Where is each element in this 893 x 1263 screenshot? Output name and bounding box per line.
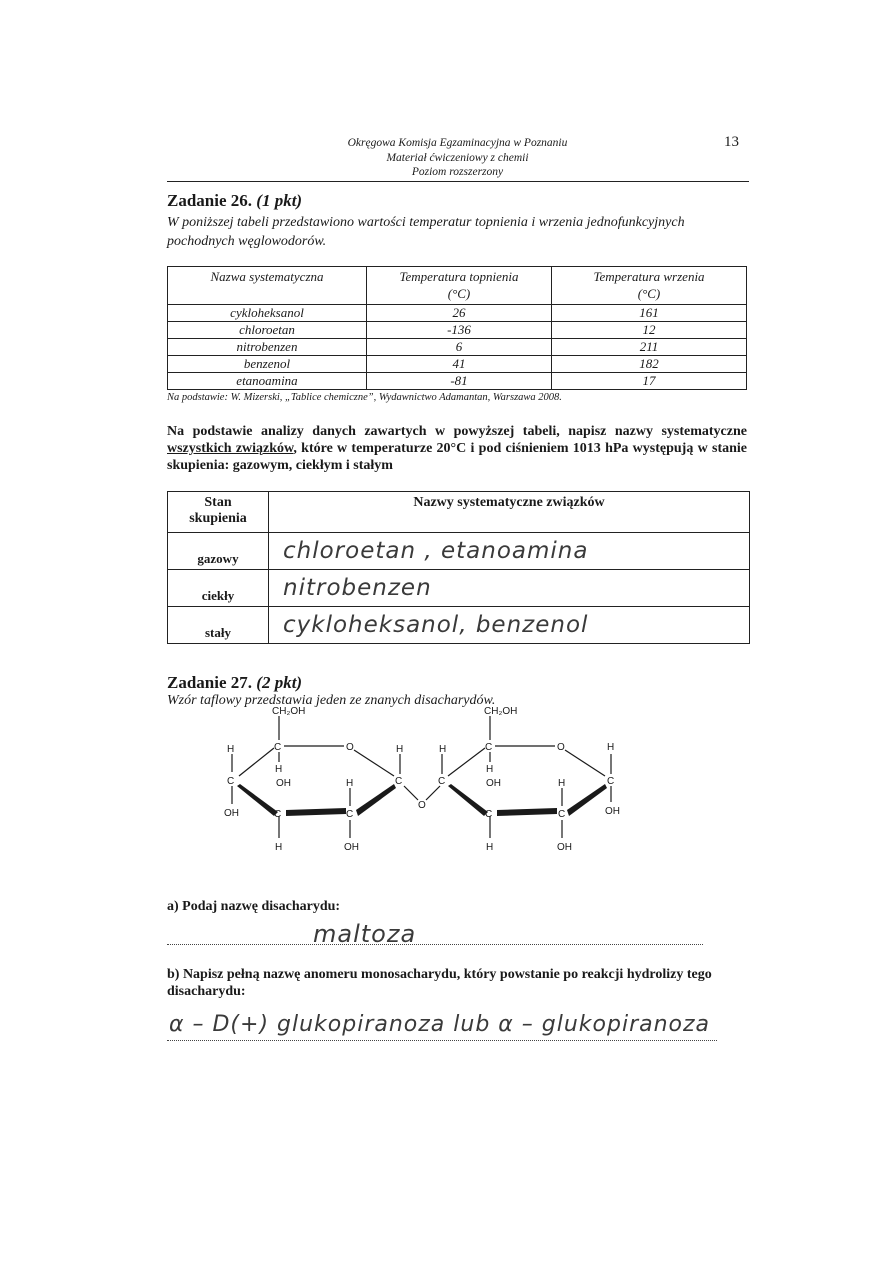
label-c: C bbox=[485, 809, 493, 820]
cell-boil: 182 bbox=[552, 356, 747, 373]
table-row bbox=[168, 322, 747, 339]
answer-table bbox=[167, 491, 750, 644]
state-label: gazowy bbox=[168, 533, 269, 570]
col-melting-header-l2: (°C) bbox=[447, 286, 471, 301]
header-line-2: Materiał ćwiczeniowy z chemii bbox=[386, 151, 529, 164]
col-name-header: Nazwa systematyczna bbox=[168, 267, 367, 305]
disaccharide-structure bbox=[222, 704, 642, 854]
label-oh: OH bbox=[605, 806, 620, 817]
label-c: C bbox=[485, 742, 493, 753]
cell-boil: 17 bbox=[552, 373, 747, 390]
task-27-title-text: Zadanie 27. bbox=[167, 673, 253, 692]
names-header: Nazwy systematyczne związków bbox=[269, 492, 750, 533]
label-h: H bbox=[227, 744, 235, 755]
label-oh: OH bbox=[557, 842, 572, 853]
label-ch2oh-right: CH₂OH bbox=[484, 706, 518, 717]
cell-name: chloroetan bbox=[168, 322, 367, 339]
table-row bbox=[168, 339, 747, 356]
cell-boil: 12 bbox=[552, 322, 747, 339]
task-26-points: (1 pkt) bbox=[256, 191, 303, 210]
label-oh: OH bbox=[486, 778, 501, 789]
cell-melt: -136 bbox=[367, 322, 552, 339]
table-row bbox=[168, 373, 747, 390]
instruction-underlined: wszystkich związków bbox=[167, 441, 294, 456]
cell-name: benzenol bbox=[168, 356, 367, 373]
label-o: O bbox=[346, 742, 354, 753]
label-c: C bbox=[346, 809, 354, 820]
handwritten-answer[interactable]: cykloheksanol, benzenol bbox=[269, 607, 750, 644]
label-c: C bbox=[274, 742, 282, 753]
task-27-points: (2 pkt) bbox=[256, 673, 303, 692]
task-26-description: W poniższej tabeli przedstawiono wartości temperatur topnienia i wrzenia jednofunkcyjnych pochodnych węglowodorów. bbox=[167, 215, 685, 249]
label-o: O bbox=[418, 800, 426, 811]
state-header-l2: skupienia bbox=[189, 511, 247, 526]
cell-melt: 26 bbox=[367, 305, 552, 322]
table-row bbox=[168, 356, 747, 373]
header-divider bbox=[167, 181, 749, 182]
cell-name: etanoamina bbox=[168, 373, 367, 390]
label-c: C bbox=[227, 776, 235, 787]
task-26-title bbox=[167, 191, 302, 211]
label-h: H bbox=[558, 778, 566, 789]
label-oh: OH bbox=[276, 778, 291, 789]
label-o: O bbox=[557, 742, 565, 753]
cell-melt: 6 bbox=[367, 339, 552, 356]
handwritten-answer[interactable]: chloroetan , etanoamina bbox=[269, 533, 750, 570]
table-row bbox=[168, 305, 747, 322]
state-label: ciekły bbox=[168, 570, 269, 607]
task-27-description: Wzór taflowy przedstawia jeden ze znanych disacharydów. bbox=[167, 693, 496, 708]
table-source-note: Na podstawie: W. Mizerski, „Tablice chemiczne”, Wydawnictwo Adamantan, Warszawa 2008. bbox=[167, 392, 562, 403]
answer-row bbox=[168, 570, 750, 607]
label-c: C bbox=[607, 776, 615, 787]
answer-table-header bbox=[168, 492, 750, 533]
label-c: C bbox=[395, 776, 403, 787]
answer-row bbox=[168, 607, 750, 644]
label-c: C bbox=[558, 809, 566, 820]
task-26-instruction bbox=[167, 423, 747, 474]
label-c: C bbox=[438, 776, 446, 787]
header-line-1: Okręgowa Komisja Egzaminacyjna w Poznaniu bbox=[347, 137, 568, 149]
label-h: H bbox=[486, 764, 494, 775]
table-header-row bbox=[168, 267, 747, 305]
label-h: H bbox=[439, 744, 447, 755]
cell-name: cykloheksanol bbox=[168, 305, 367, 322]
answer-row bbox=[168, 533, 750, 570]
cell-name: nitrobenzen bbox=[168, 339, 367, 356]
col-boiling-header-l2: (°C) bbox=[637, 286, 661, 301]
label-h: H bbox=[275, 842, 283, 853]
label-ch2oh-left: CH₂OH bbox=[272, 706, 306, 717]
answer-b-handwritten[interactable]: α – D(+) glukopiranoza lub α – glukopiranoza bbox=[169, 1012, 711, 1037]
question-a-label: a) Podaj nazwę disacharydu: bbox=[167, 899, 341, 914]
label-c: C bbox=[274, 809, 282, 820]
state-header bbox=[168, 492, 269, 533]
page-number: 13 bbox=[724, 134, 739, 150]
cell-boil: 211 bbox=[552, 339, 747, 356]
answer-a-line[interactable] bbox=[167, 920, 703, 948]
header-line-3: Poziom rozszerzony bbox=[411, 166, 504, 178]
handwritten-answer[interactable]: nitrobenzen bbox=[269, 570, 750, 607]
cell-boil: 161 bbox=[552, 305, 747, 322]
document-header bbox=[300, 136, 615, 180]
col-melting-header-l1: Temperatura topnienia bbox=[399, 269, 519, 284]
col-boiling-header bbox=[552, 267, 747, 305]
instruction-part-2: , które w temperaturze 20°C i pod ciśnieniem 1013 hPa występują w stanie skupienia: gazowym, ciekłym i stałym bbox=[167, 441, 747, 473]
col-melting-header bbox=[367, 267, 552, 305]
label-h: H bbox=[275, 764, 283, 775]
label-h: H bbox=[607, 742, 615, 753]
col-boiling-header-l1: Temperatura wrzenia bbox=[593, 269, 705, 284]
task-26-title-text: Zadanie 26. bbox=[167, 191, 253, 210]
cell-melt: -81 bbox=[367, 373, 552, 390]
cell-melt: 41 bbox=[367, 356, 552, 373]
question-b-label: b) Napisz pełną nazwę anomeru monosacharydu, który powstanie po reakcji hydrolizy tego disacharydu: bbox=[167, 967, 712, 999]
instruction-part-1: Na podstawie analizy danych zawartych w powyższej tabeli, napisz nazwy systematyczne bbox=[167, 424, 747, 439]
label-h: H bbox=[396, 744, 404, 755]
label-oh: OH bbox=[224, 808, 239, 819]
label-h: H bbox=[486, 842, 494, 853]
label-h: H bbox=[346, 778, 354, 789]
task-27-title bbox=[167, 673, 302, 693]
temperature-table bbox=[167, 266, 747, 390]
answer-a-handwritten[interactable]: maltoza bbox=[313, 920, 417, 948]
state-label: stały bbox=[168, 607, 269, 644]
label-oh: OH bbox=[344, 842, 359, 853]
answer-b-line[interactable] bbox=[167, 1012, 717, 1041]
state-header-l1: Stan bbox=[204, 495, 232, 510]
